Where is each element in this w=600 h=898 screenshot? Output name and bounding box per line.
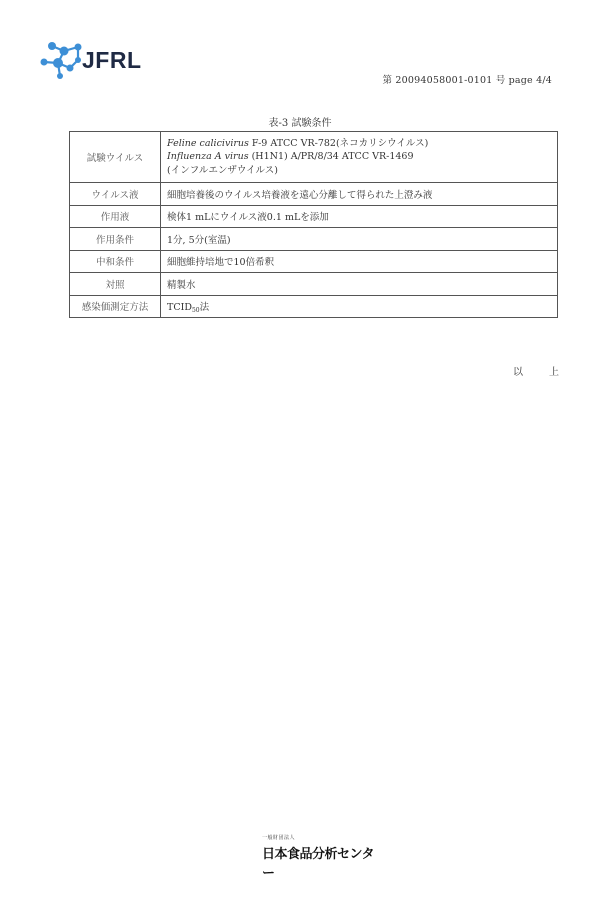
row-value: 検体1 mLにウイルス液0.1 mLを添加 <box>161 205 558 228</box>
table-row <box>70 205 558 228</box>
row-value: 1分, 5分(室温) <box>161 228 558 251</box>
virus-line-2 <box>167 150 551 164</box>
table-row <box>70 273 558 296</box>
row-label: 試験ウイルス <box>70 132 161 183</box>
closing-mark <box>513 363 559 378</box>
method-main: TCID <box>167 301 192 313</box>
table-row <box>70 228 558 251</box>
table-row <box>70 183 558 206</box>
table-caption: 表-3 試験条件 <box>268 118 332 129</box>
test-conditions-table <box>69 131 558 318</box>
row-label: ウイルス液 <box>70 183 161 206</box>
virus-detail-2: (H1N1) A/PR/8/34 ATCC VR-1469 <box>248 151 414 163</box>
closing-left: 以 <box>513 367 523 378</box>
closing-right: 上 <box>549 367 559 378</box>
row-value: 精製水 <box>161 273 558 296</box>
row-value: 細胞維持培地で10倍希釈 <box>161 250 558 273</box>
footer-small-text: 一般財団法人 <box>262 835 296 841</box>
row-label: 作用液 <box>70 205 161 228</box>
virus-name-1: Feline calicivirus <box>167 137 249 149</box>
row-label: 作用条件 <box>70 228 161 251</box>
virus-detail-1: F-9 ATCC VR-782(ネコカリシウイルス) <box>248 137 429 149</box>
method-sub: 50 <box>191 306 200 314</box>
row-label: 対照 <box>70 273 161 296</box>
document-number: 第 20094058001-0101 号 page 4/4 <box>382 75 552 86</box>
table-row <box>70 132 558 183</box>
virus-detail-3: (インフルエンザウイルス) <box>167 164 278 176</box>
method-tail: 法 <box>199 301 210 313</box>
row-label: 感染価測定方法 <box>70 295 161 318</box>
table-row <box>70 295 558 318</box>
row-value-virus <box>161 132 558 183</box>
table-row <box>70 250 558 273</box>
footer-org-name: 日本食品分析センター <box>262 847 374 881</box>
row-value-method <box>161 295 558 318</box>
virus-line-3 <box>167 164 551 178</box>
logo-text: JFRL <box>82 47 142 73</box>
row-value: 細胞培養後のウイルス培養液を遠心分離して得られた上澄み液 <box>161 183 558 206</box>
footer-organization <box>262 834 382 881</box>
virus-line-1 <box>167 137 551 151</box>
virus-name-2: Influenza A virus <box>167 151 249 163</box>
row-label: 中和条件 <box>70 250 161 273</box>
